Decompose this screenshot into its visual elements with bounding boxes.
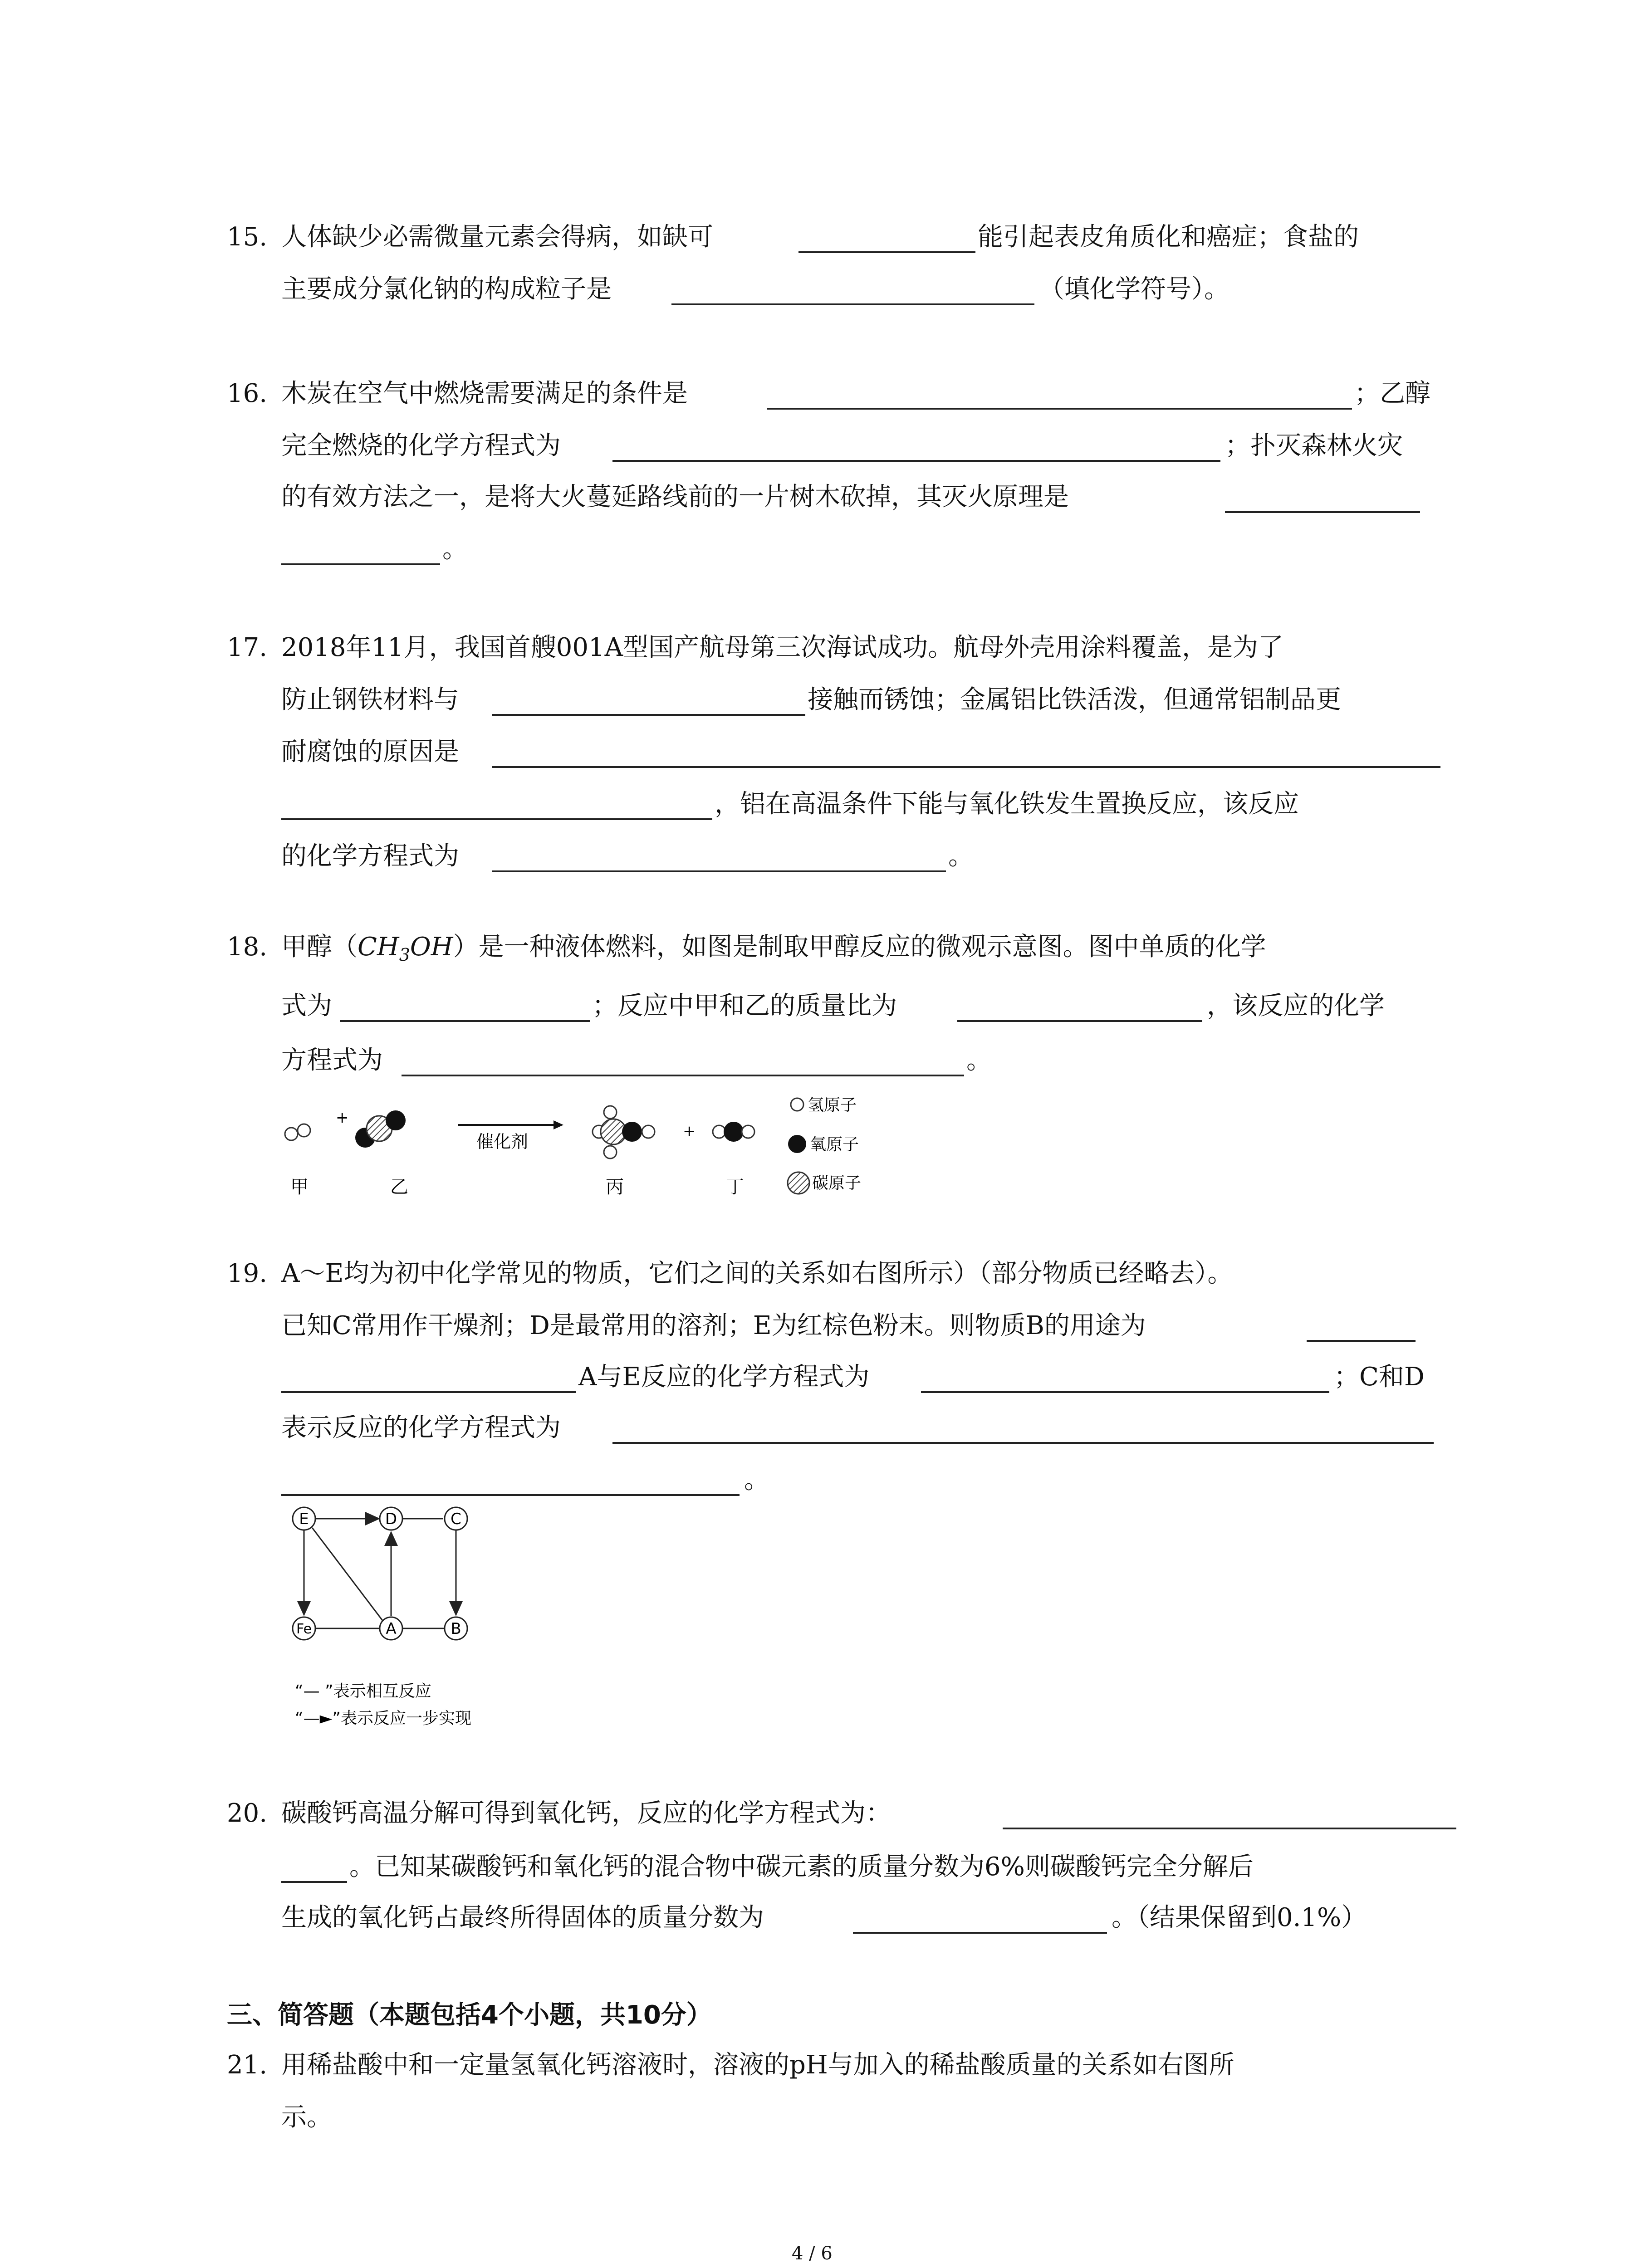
q15-line2b: （填化学符号）。 bbox=[1039, 274, 1230, 304]
q17-line3a: 耐腐蚀的原因是 bbox=[281, 737, 459, 767]
q18-line1a: 甲醇（ bbox=[281, 932, 358, 962]
section-3-title: 三、简答题（本题包括4个小题，共10分） bbox=[227, 2000, 712, 2030]
q17-line2b: 接触而锈蚀；金属铝比铁活泼，但通常铝制品更 bbox=[808, 685, 1341, 714]
reaction-arrow bbox=[458, 1120, 563, 1129]
q16-blank-2[interactable] bbox=[612, 432, 1220, 462]
diagram-legend-react: “— ”表示相互反应 bbox=[295, 1682, 431, 1701]
molecule-bing bbox=[593, 1106, 655, 1158]
q20-blank-1a[interactable] bbox=[1003, 1799, 1456, 1829]
q15-blank-1[interactable] bbox=[798, 223, 975, 253]
q19-relation-diagram bbox=[272, 1492, 590, 1746]
diagram-legend-convert: “—►”表示反应一步实现 bbox=[295, 1709, 471, 1728]
svg-text:B: B bbox=[451, 1620, 461, 1638]
q16-line1b: ；乙醇 bbox=[1354, 379, 1430, 408]
node-E bbox=[293, 1507, 315, 1530]
molecule-jia bbox=[285, 1124, 310, 1140]
q17-number: 17. bbox=[227, 633, 268, 662]
q19-line5b: 。 bbox=[744, 1465, 769, 1495]
svg-text:Fe: Fe bbox=[296, 1621, 312, 1637]
q21-line1: 用稀盐酸中和一定量氢氧化钙溶液时，溶液的pH与加入的稀盐酸质量的关系如右图所 bbox=[281, 2050, 1234, 2080]
label-jia: 甲 bbox=[290, 1177, 309, 1198]
molecule-ding bbox=[713, 1122, 754, 1142]
q19-blank-1a[interactable] bbox=[1307, 1312, 1416, 1342]
q19-blank-1b[interactable] bbox=[281, 1363, 576, 1393]
label-yi: 乙 bbox=[390, 1177, 408, 1198]
plus-sign-2: + bbox=[683, 1122, 696, 1140]
legend-carbon-icon bbox=[788, 1172, 809, 1194]
q18-line1 bbox=[281, 934, 1266, 963]
q18-line3b: 。 bbox=[966, 1046, 992, 1075]
node-Fe bbox=[293, 1617, 315, 1640]
q15-line1b: 能引起表皮角质化和癌症；食盐的 bbox=[978, 222, 1359, 252]
q21-line2: 示。 bbox=[281, 2102, 332, 2132]
q16-blank-3b[interactable] bbox=[281, 535, 440, 565]
q16-line4b: 。 bbox=[442, 534, 468, 564]
q20-line3a: 生成的氧化钙占最终所得固体的质量分数为 bbox=[281, 1903, 764, 1932]
q17-blank-2b[interactable] bbox=[281, 790, 712, 820]
q19-number: 19. bbox=[227, 1259, 268, 1288]
q19-line3b: ；C和D bbox=[1334, 1362, 1425, 1392]
node-C bbox=[445, 1507, 467, 1530]
q19-blank-3b[interactable] bbox=[281, 1466, 740, 1496]
q19-line1: A～E均为初中化学常见的物质，它们之间的关系如右图所示）（部分物质已经略去）。 bbox=[281, 1259, 1233, 1288]
q20-line3b: 。（结果保留到0.1%） bbox=[1112, 1903, 1367, 1932]
svg-text:C: C bbox=[451, 1510, 461, 1528]
page-number: 4 / 6 bbox=[792, 2243, 833, 2264]
legend-hydrogen-icon bbox=[791, 1098, 803, 1111]
node-A bbox=[380, 1617, 402, 1640]
q18-line2c: ，该反应的化学 bbox=[1207, 991, 1385, 1021]
q18-blank-1[interactable] bbox=[340, 992, 590, 1022]
q16-number: 16. bbox=[227, 379, 268, 408]
q17-blank-3[interactable] bbox=[492, 842, 946, 872]
svg-text:E: E bbox=[299, 1510, 309, 1528]
q18-blank-2[interactable] bbox=[957, 992, 1202, 1022]
q17-blank-2a[interactable] bbox=[492, 738, 1440, 768]
edge-E-A bbox=[312, 1528, 383, 1622]
q18-formula: $CH_3OH$ bbox=[358, 932, 453, 965]
q18-blank-3[interactable] bbox=[402, 1046, 964, 1076]
node-B bbox=[445, 1617, 467, 1640]
q20-line2b: 。已知某碳酸钙和氧化钙的混合物中碳元素的质量分数为6%则碳酸钙完全分解后 bbox=[349, 1852, 1254, 1882]
q18-line2b: ；反应中甲和乙的质量比为 bbox=[592, 991, 897, 1021]
catalyst-label: 催化剂 bbox=[476, 1132, 529, 1152]
q17-line2a: 防止钢铁材料与 bbox=[281, 685, 459, 714]
node-D bbox=[380, 1507, 402, 1530]
q16-line2a: 完全燃烧的化学方程式为 bbox=[281, 431, 561, 460]
legend-hydrogen-label: 氢原子 bbox=[808, 1096, 857, 1114]
q17-line1: 2018年11月，我国首艘001A型国产航母第三次海试成功。航母外壳用涂料覆盖，是为了 bbox=[281, 633, 1284, 662]
q20-line1a: 碳酸钙高温分解可得到氧化钙，反应的化学方程式为： bbox=[281, 1799, 891, 1828]
q15-blank-2[interactable] bbox=[671, 275, 1034, 305]
q20-blank-2[interactable] bbox=[853, 1904, 1107, 1934]
q18-line3a: 方程式为 bbox=[281, 1046, 383, 1075]
molecule-yi bbox=[355, 1110, 406, 1148]
q18-line1b: ）是一种液体燃料，如图是制取甲醇反应的微观示意图。图中单质的化学 bbox=[453, 932, 1266, 962]
q19-blank-2[interactable] bbox=[921, 1363, 1329, 1393]
q21-number: 21. bbox=[227, 2050, 268, 2080]
q17-line4b: ，铝在高温条件下能与氧化铁发生置换反应，该反应 bbox=[715, 789, 1299, 819]
label-bing: 丙 bbox=[606, 1177, 624, 1198]
q18-reaction-diagram bbox=[272, 1084, 907, 1202]
label-ding: 丁 bbox=[726, 1177, 744, 1198]
q17-line5a: 的化学方程式为 bbox=[281, 841, 459, 871]
plus-sign-1: + bbox=[336, 1109, 349, 1127]
svg-text:D: D bbox=[385, 1510, 397, 1528]
q15-line2a: 主要成分氯化钠的构成粒子是 bbox=[281, 274, 612, 304]
q19-line2: 已知C常用作干燥剂；D是最常用的溶剂；E为红棕色粉末。则物质B的用途为 bbox=[281, 1311, 1146, 1340]
q16-blank-1[interactable] bbox=[767, 380, 1352, 410]
q16-line3a: 的有效方法之一，是将大火蔓延路线前的一片树木砍掉，其灭火原理是 bbox=[281, 482, 1069, 512]
q15-line1a: 人体缺少必需微量元素会得病，如缺可 bbox=[281, 222, 713, 252]
q18-line2a: 式为 bbox=[281, 991, 332, 1021]
legend-oxygen-icon bbox=[788, 1135, 806, 1153]
q16-line2b: ；扑灭森林火灾 bbox=[1225, 431, 1403, 460]
q20-blank-1b[interactable] bbox=[281, 1853, 347, 1883]
q17-line5b: 。 bbox=[948, 841, 974, 871]
svg-text:A: A bbox=[386, 1620, 397, 1638]
q20-number: 20. bbox=[227, 1799, 268, 1828]
legend-oxygen-label: 氧原子 bbox=[810, 1135, 859, 1154]
q16-line1a: 木炭在空气中燃烧需要满足的条件是 bbox=[281, 379, 688, 408]
q19-line3a: A与E反应的化学方程式为 bbox=[578, 1362, 870, 1392]
q17-blank-1[interactable] bbox=[492, 686, 805, 716]
q19-line4a: 表示反应的化学方程式为 bbox=[281, 1413, 561, 1442]
q15-number: 15. bbox=[227, 222, 268, 252]
q16-blank-3a[interactable] bbox=[1225, 483, 1420, 513]
q18-number: 18. bbox=[227, 932, 268, 962]
legend-carbon-label: 碳原子 bbox=[812, 1174, 862, 1193]
q19-blank-3a[interactable] bbox=[612, 1414, 1434, 1444]
